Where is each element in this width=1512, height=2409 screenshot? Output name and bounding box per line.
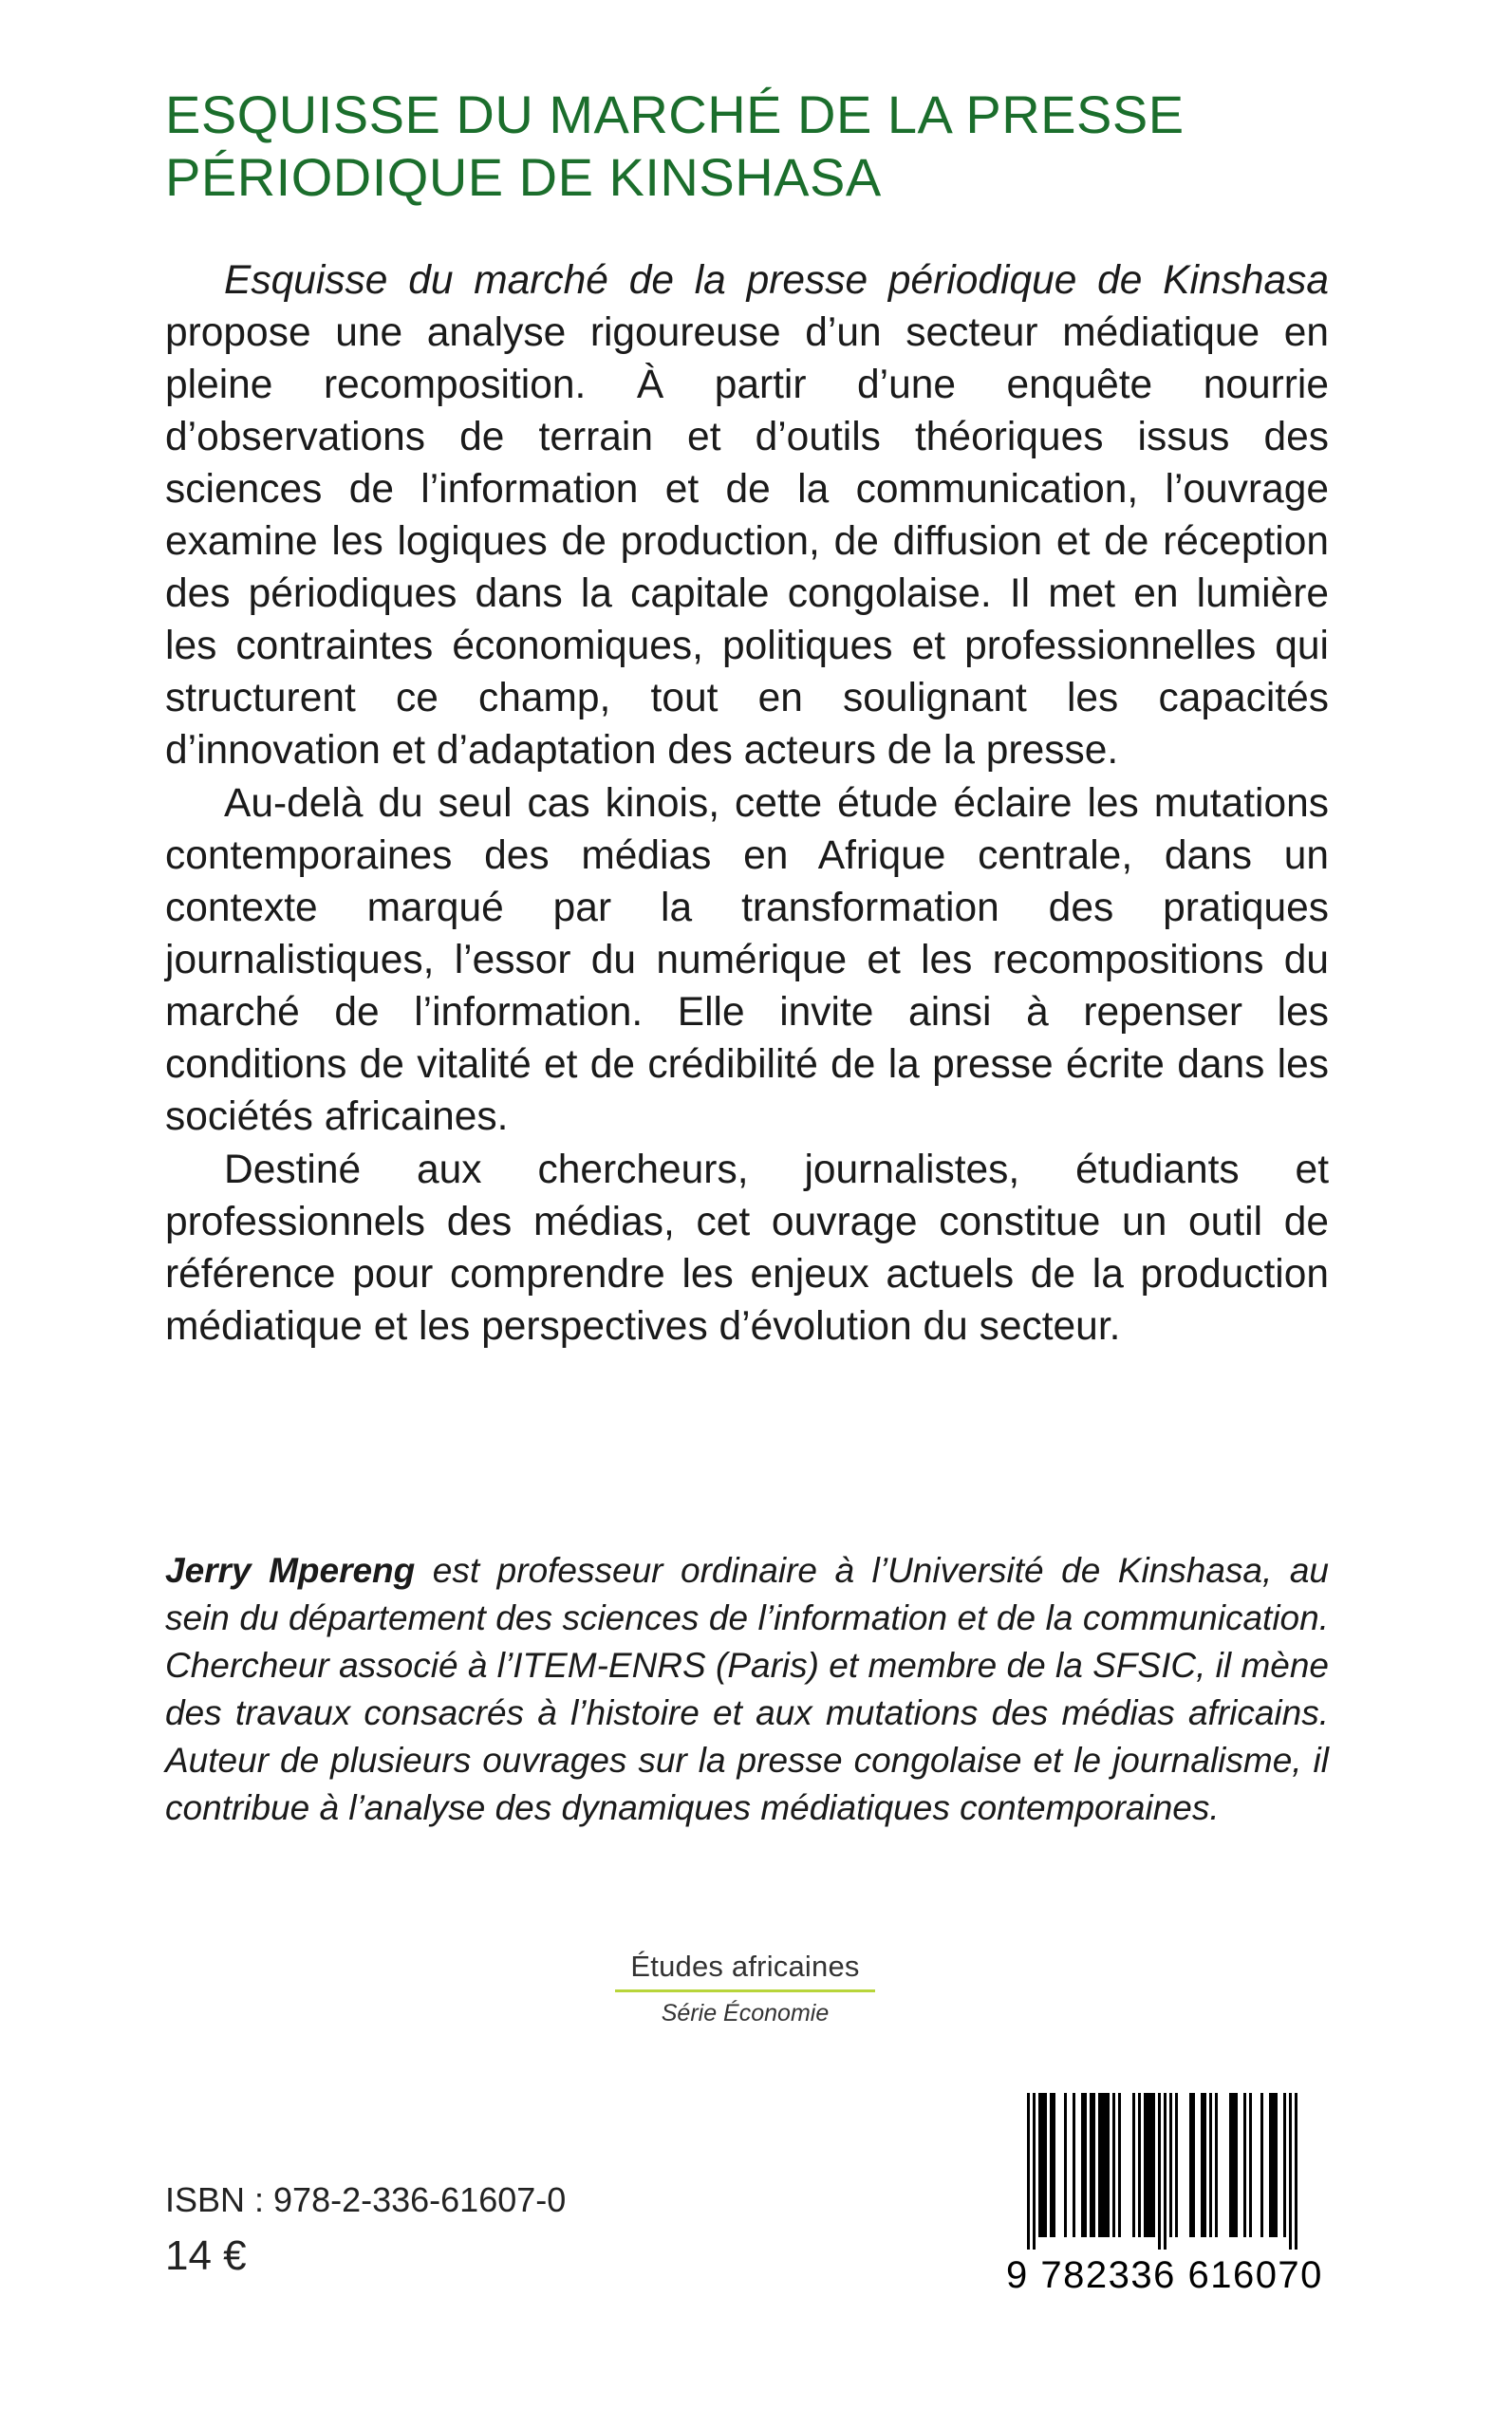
series-divider xyxy=(615,1989,875,1992)
barcode-bar xyxy=(1192,2093,1195,2237)
barcode-bar xyxy=(1215,2093,1218,2237)
author-name: Jerry Mpereng xyxy=(165,1551,416,1590)
barcode-bar xyxy=(1152,2093,1155,2237)
series-subseries: Série Économie xyxy=(661,2000,830,2026)
barcode-bar xyxy=(1038,2093,1041,2237)
barcode-bar xyxy=(1260,2093,1263,2237)
barcode-bar xyxy=(1249,2093,1252,2237)
barcode-bar xyxy=(1201,2093,1204,2237)
barcode-bar xyxy=(1158,2093,1161,2250)
barcode-bar xyxy=(1090,2093,1092,2237)
barcode-bar xyxy=(1149,2093,1152,2237)
barcode-bar xyxy=(1289,2093,1292,2250)
barcode-bar xyxy=(1101,2093,1104,2237)
barcode-bar xyxy=(1132,2093,1135,2237)
barcode-bar xyxy=(1189,2093,1192,2237)
barcode-bar xyxy=(1243,2093,1246,2237)
blurb-paragraph-1-text: propose une analyse rigoureuse d’un secteur médiatique en pleine recomposition. À partir d’une enquête nourrie d’observations de terrain et d’outils théoriques issus des sciences de l’information et de la communication, l’ouvrage examine les logiques de production, de diffusion et de réception des périodiques dans la capitale congolaise. Il met en lumière les contraintes économiques, politiques et professionnelles qui structurent ce champ, tout en soulignant les capacités d’innovation et d’adaptation des acteurs de la presse. xyxy=(165,310,1329,773)
barcode-bar xyxy=(1272,2093,1275,2237)
barcode-bar xyxy=(1275,2093,1278,2237)
barcode-bar xyxy=(1073,2093,1075,2237)
barcode-bar xyxy=(1175,2093,1178,2237)
barcode-bar xyxy=(1169,2093,1172,2237)
barcode-digits: 9 782336 616070 xyxy=(1006,2254,1323,2296)
price: 14 € xyxy=(165,2232,247,2279)
barcode-bar xyxy=(1092,2093,1095,2237)
book-title xyxy=(165,84,1352,209)
barcode-bar xyxy=(1209,2093,1212,2237)
book-title-line-1: ESQUISSE DU MARCHÉ DE LA PRESSE xyxy=(165,84,1185,144)
blurb-paragraph-2: Au-delà du seul cas kinois, cette étude éclaire les mutations contemporaines des médias en Afrique centrale, dans un contexte marqué par la transformation des pratiques journalistiques, l’essor du numérique et les recompositions du marché de l’information. Elle invite ainsi à repenser les conditions de vitalité et de crédibilité de la presse écrite dans les sociétés africaines. xyxy=(165,781,1329,1139)
barcode-bar xyxy=(1112,2093,1115,2237)
barcode-bar xyxy=(1084,2093,1087,2237)
barcode-bar xyxy=(1098,2093,1101,2237)
series-logo xyxy=(607,1948,883,2028)
book-title-line-2: PÉRIODIQUE DE KINSHASA xyxy=(165,147,882,207)
barcode-bar xyxy=(1107,2093,1110,2237)
author-bio xyxy=(165,1547,1329,1832)
barcode-bar xyxy=(1138,2093,1141,2237)
barcode-bar xyxy=(1232,2093,1235,2237)
barcode-bar xyxy=(1081,2093,1084,2237)
blurb xyxy=(165,254,1329,1354)
blurb-book-title: Esquisse du marché de la presse périodique de Kinshasa xyxy=(224,258,1329,303)
barcode-bar xyxy=(1235,2093,1238,2237)
barcode-bar xyxy=(1033,2093,1036,2250)
barcode-bar xyxy=(1118,2093,1121,2237)
barcode-bar xyxy=(1027,2093,1030,2250)
series-name: Études africaines xyxy=(630,1950,860,1983)
barcode-bar xyxy=(1044,2093,1047,2237)
author-bio-text: est professeur ordinaire à l’Université de Kinshasa, au sein du département des sciences de l’information et de la communication. Chercheur associé à l’ITEM-ENRS (Paris) et membre de la SFSIC, il mène des travaux consacrés à l’histoire et aux mutations des médias africains. Auteur de plusieurs ouvrages sur la presse congolaise et le journalisme, il contribue à l’analyse des dynamiques médiatiques contemporaines. xyxy=(165,1551,1329,1827)
barcode-bar xyxy=(1295,2093,1297,2250)
barcode-bar xyxy=(1147,2093,1149,2237)
barcode-bar xyxy=(1104,2093,1107,2237)
barcode-bar xyxy=(1283,2093,1286,2237)
barcode-bar xyxy=(1229,2093,1232,2237)
barcode-bar xyxy=(1204,2093,1206,2237)
isbn: ISBN : 978-2-336-61607-0 xyxy=(165,2180,567,2219)
barcode-bar xyxy=(1269,2093,1272,2237)
barcode-bar xyxy=(1164,2093,1167,2250)
barcode-bars xyxy=(1006,2093,1329,2250)
blurb-paragraph-1 xyxy=(165,254,1329,776)
barcode-bar xyxy=(1050,2093,1053,2237)
barcode-bar xyxy=(1144,2093,1147,2237)
barcode-bar xyxy=(1064,2093,1067,2237)
barcode xyxy=(1006,2093,1329,2302)
blurb-paragraph-3: Destiné aux chercheurs, journalistes, étudiants et professionnels des médias, cet ouvrage constitue un outil de référence pour comprendre les enjeux actuels de la production médiatique et les perspectives d’évolution du secteur. xyxy=(165,1148,1329,1349)
barcode-bar xyxy=(1053,2093,1055,2237)
barcode-bar xyxy=(1041,2093,1044,2237)
